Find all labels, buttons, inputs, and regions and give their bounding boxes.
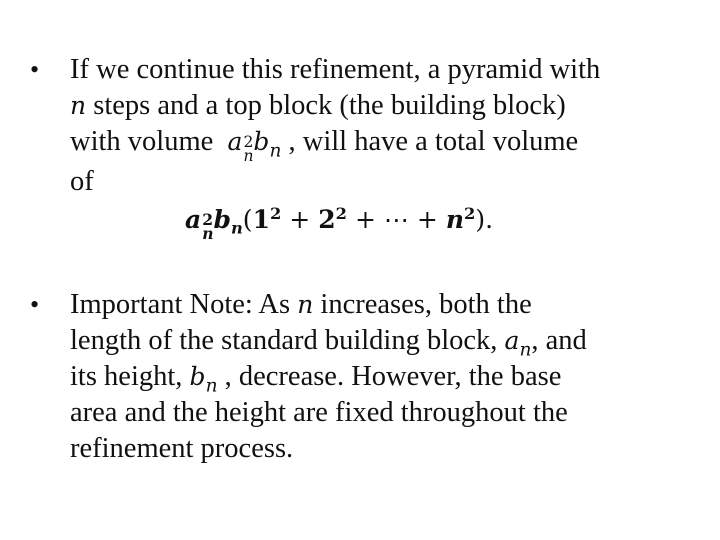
bullet-dot: • [30, 290, 40, 319]
text-line [70, 359, 680, 395]
math-plus: + [354, 205, 376, 234]
math-var-a: a [227, 127, 243, 156]
text-line [70, 431, 680, 467]
text-run: , decrease. However, the base [217, 361, 562, 392]
bullet-dot: • [30, 55, 40, 84]
math-var-n: n [297, 290, 314, 319]
text-run: steps and a top block (the building block) [86, 90, 566, 121]
text-run: , will have a total volume [281, 126, 579, 157]
math-subscript: n [202, 224, 214, 244]
math-supsub [243, 132, 254, 166]
text-run: area and the height are fixed throughout the [70, 397, 568, 428]
math-subscript: n [519, 339, 532, 361]
math-subscript: n [269, 140, 282, 162]
math-var-a: a [185, 205, 202, 234]
bullet-text [70, 52, 680, 200]
text-run: with volume [70, 126, 221, 157]
text-run: increases, both the [313, 289, 532, 320]
text-run: refinement process. [70, 433, 294, 464]
text-line [70, 395, 680, 431]
bullet-important-note [30, 287, 680, 467]
math-var-b: b [253, 127, 270, 156]
math-var-b: b [189, 362, 206, 391]
bullet-refinement [30, 52, 680, 200]
math-cdots: ⋯ [383, 205, 409, 234]
math-volume-expression [227, 126, 282, 166]
math-exponent: 2 [202, 209, 213, 229]
text-run: length of the standard building block, [70, 325, 505, 356]
math-subscript: n [205, 375, 218, 397]
math-close-paren: ). [475, 205, 494, 234]
math-open-paren: ( [242, 205, 253, 234]
math-number: 2 [318, 205, 336, 234]
math-exponent: 2 [243, 132, 254, 151]
text-line [70, 52, 680, 88]
math-var-n: n [445, 205, 465, 234]
math-number: 1 [252, 205, 270, 234]
text-line [70, 124, 680, 164]
math-subscript: n [230, 218, 243, 238]
total-volume-formula [185, 200, 493, 242]
math-exponent: 2 [269, 204, 282, 224]
text-run: of [70, 165, 94, 197]
bullet-text [70, 287, 680, 467]
text-line [70, 88, 680, 124]
math-plus: + [416, 205, 438, 234]
math-exponent: 2 [464, 204, 476, 224]
math-var-b: b [213, 205, 231, 234]
math-subscript: n [243, 147, 254, 166]
text-line [70, 164, 680, 200]
text-line [70, 287, 680, 323]
text-run: If we continue this refinement, a pyramid with [70, 54, 601, 85]
text-run: its height, [70, 361, 190, 392]
math-var-a: a [504, 326, 520, 355]
text-line [70, 323, 680, 359]
math-exponent: 2 [335, 204, 347, 224]
math-plus: + [289, 205, 311, 234]
math-supsub [202, 209, 214, 244]
math-var-n: n [70, 91, 87, 120]
text-run: , and [531, 325, 587, 356]
text-run: Important Note: As [70, 289, 298, 320]
